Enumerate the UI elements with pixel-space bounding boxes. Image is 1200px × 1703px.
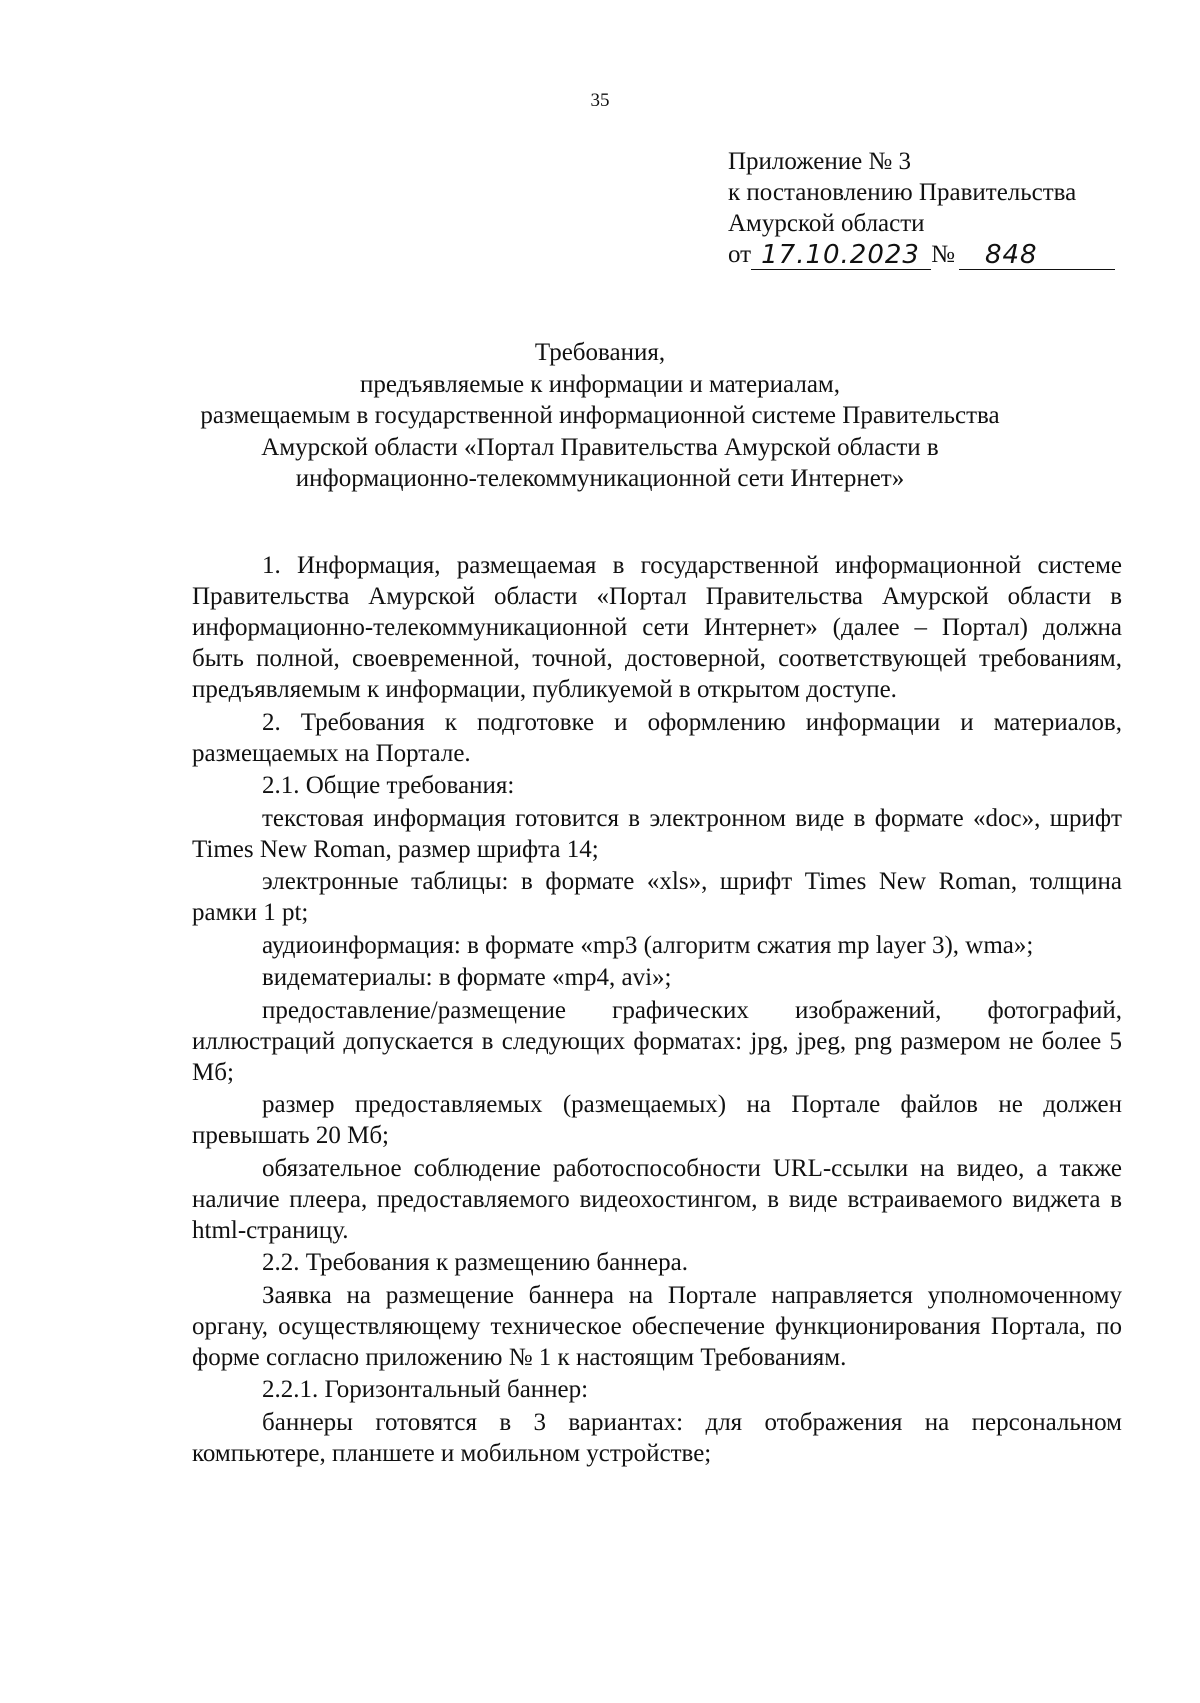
title-line-1: Требования, bbox=[534, 339, 666, 366]
document-title bbox=[150, 337, 1050, 495]
paragraph-1: 1. Информация, размещаемая в государственной информационной системе Правительства Амурской области «Портал Правительства Амурской области в информационно-телекоммуникационной сети Интернет» (далее – Портал) должна быть полной, своевременной, точной, достоверной, соответствующей требованиям, предъявляемым к информации, публикуемой в открытом доступе. bbox=[192, 552, 1122, 703]
appendix-region: Амурской области bbox=[728, 210, 925, 237]
paragraph-video-url: обязательное соблюдение работоспособности URL-ссылки на видео, а также наличие плеера, предоставляемого видеохостингом, в виде встраиваемого виджета в html-страницу. bbox=[192, 1154, 1122, 1244]
paragraph-2: 2. Требования к подготовке и оформлению информации и материалов, размещаемых на Портале. bbox=[192, 708, 1122, 767]
appendix-title: Приложение № 3 bbox=[728, 148, 912, 175]
document-body bbox=[192, 550, 1122, 1470]
handwritten-date: 17.10.2023 bbox=[751, 241, 931, 270]
title-line-4: Амурской области «Портал Правительства Амурской области в bbox=[261, 433, 939, 461]
paragraph-banner-variants: баннеры готовятся в 3 вариантах: для отображения на персональном компьютере, планшете и мобильном устройстве; bbox=[192, 1408, 1122, 1467]
paragraph-tables-format: электронные таблицы: в формате «xls», шрифт Times New Roman, толщина рамки 1 pt; bbox=[192, 868, 1122, 926]
number-prefix: № bbox=[931, 241, 955, 268]
appendix-header bbox=[728, 146, 1115, 270]
title-line-5: информационно-телекоммуникационной сети Интернет» bbox=[295, 465, 905, 492]
paragraph-video-format: видематериалы: в формате «mp4, avi»; bbox=[262, 964, 672, 991]
handwritten-number: 848 bbox=[959, 241, 1115, 270]
paragraph-2-1: 2.1. Общие требования: bbox=[262, 772, 515, 799]
paragraph-image-format: предоставление/размещение графических изображений, фотографий, иллюстраций допускается в следующих форматах: jpg, jpeg, png размером не более 5 Мб; bbox=[192, 996, 1122, 1086]
paragraph-file-size: размер предоставляемых (размещаемых) на Портале файлов не должен превышать 20 Мб; bbox=[192, 1091, 1122, 1149]
paragraph-banner-request: Заявка на размещение баннера на Портале направляется уполномоченному органу, осуществляющему техническое обеспечение функционирования Портала, по форме согласно приложению № 1 к настоящим Требованиям. bbox=[192, 1281, 1122, 1371]
paragraph-text-format: текстовая информация готовится в электронном виде в формате «doc», шрифт Times New Roman, размер шрифта 14; bbox=[192, 804, 1122, 863]
appendix-date-number-line bbox=[728, 239, 1115, 270]
title-line-2: предъявляемые к информации и материалам, bbox=[360, 370, 840, 398]
paragraph-audio-format: аудиоинформация: в формате «mp3 (алгоритм сжатия mp layer 3), wma»; bbox=[262, 931, 1034, 959]
title-line-3: размещаемым в государственной информационной системе Правительства bbox=[200, 402, 1000, 429]
appendix-reference: к постановлению Правительства bbox=[728, 179, 1077, 206]
paragraph-2-2-1: 2.2.1. Горизонтальный баннер: bbox=[262, 1376, 589, 1403]
page-number: 35 bbox=[590, 90, 610, 111]
date-prefix: от bbox=[728, 241, 752, 268]
paragraph-2-2: 2.2. Требования к размещению баннера. bbox=[262, 1249, 688, 1276]
